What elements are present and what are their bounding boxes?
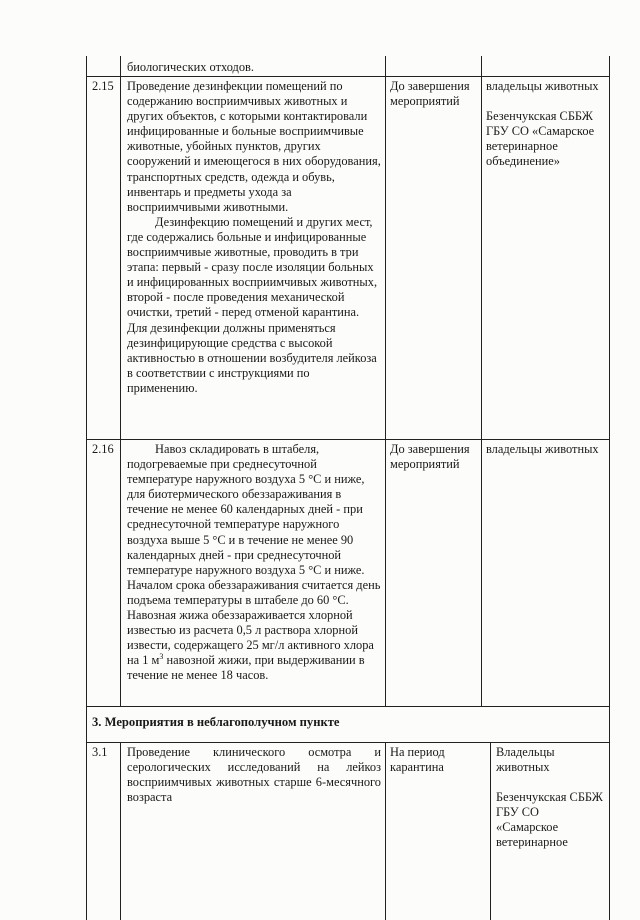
section-heading: 3. Мероприятия в неблагополучном пункте bbox=[92, 715, 340, 729]
responsible bbox=[486, 442, 604, 457]
deadline: До завершения мероприятий bbox=[390, 442, 470, 472]
responsible-owner: Владельцы животных bbox=[496, 745, 555, 775]
description-paragraph: Дезинфекцию помещений и других мест, где содержались больные и инфицированные восприимчивые животные, проводить в три этапа: первый - сразу после изоляции больных и инфицированных восприимчивых животных, второй - после проведения механической очистки, третий - перед отменой карантина. bbox=[127, 214, 378, 320]
column-divider bbox=[120, 56, 121, 706]
column-divider bbox=[120, 742, 121, 920]
row-divider bbox=[87, 76, 609, 77]
deadline: До завершения мероприятий bbox=[390, 79, 470, 109]
description-text: Навоз складировать в штабеля, подогреваемые при среднесуточной температуре наружного воздуха 5 °С и ниже, для биотермического обеззараживания в течение не менее 60 календарных дней - при среднесуточной температуре наружного воздуха выше 5 °С и в течение не менее 90 календарных дней - при среднесуточной температуре наружного воздуха 5 °С и ниже. Началом срока обеззараживания считается день подъема температуры в штабеле до 60 °С. Навозная жижа обеззараживается хлорной известью из расчета 0,5 л раствора хлорной извести, содержащего 25 мг/л активного хлора на 1 м bbox=[127, 442, 381, 668]
column-divider bbox=[385, 56, 386, 706]
row-number: 2.16 bbox=[92, 442, 114, 456]
responsible-owner: владельцы животных bbox=[486, 442, 599, 456]
measure-description bbox=[127, 79, 381, 396]
description-paragraph: Для дезинфекции должны применяться дезинфицирующие средства с высокой активностью в отношении возбудителя лейкоза в соответствии с инструкциями по применению. bbox=[127, 320, 377, 395]
row-number: 2.15 bbox=[92, 79, 114, 93]
column-divider bbox=[490, 742, 491, 920]
responsible bbox=[496, 745, 604, 851]
measures-table bbox=[86, 56, 610, 920]
measure-description bbox=[127, 442, 381, 684]
responsible-vet-station: Безенчукская СББЖ ГБУ СО «Самарское ветеринарное bbox=[496, 790, 603, 850]
deadline: На период карантина bbox=[390, 745, 445, 775]
continuation-text: биологических отходов. bbox=[127, 60, 254, 74]
column-divider bbox=[385, 742, 386, 920]
column-divider bbox=[481, 56, 482, 706]
responsible-vet-station: Безенчукская СББЖ ГБУ СО «Самарское ветеринарное объединение» bbox=[486, 109, 595, 169]
responsible bbox=[486, 79, 604, 169]
row-divider bbox=[87, 742, 609, 743]
row-divider bbox=[87, 439, 609, 440]
responsible-owner: владельцы животных bbox=[486, 79, 599, 93]
measure-description: Проведение клинического осмотра и серологических исследований на лейкоз восприимчивых животных старше 6-месячного возраста bbox=[127, 745, 381, 805]
row-divider bbox=[87, 706, 609, 707]
description-text: навозной жижи, при выдерживании в течение не менее 18 часов. bbox=[127, 653, 365, 683]
row-number: 3.1 bbox=[92, 745, 108, 759]
description-paragraph: Проведение дезинфекции помещений по содержанию восприимчивых животных и других объектов, с которыми контактировали инфицированные и больные восприимчивые животные, убойных пунктов, других сооружений и имеющегося в них оборудования, транспортных средств, одежда и обувь, инвентарь и предметы ухода за восприимчивыми животными. bbox=[127, 79, 381, 214]
superscript-cubed: 3 bbox=[159, 652, 164, 662]
